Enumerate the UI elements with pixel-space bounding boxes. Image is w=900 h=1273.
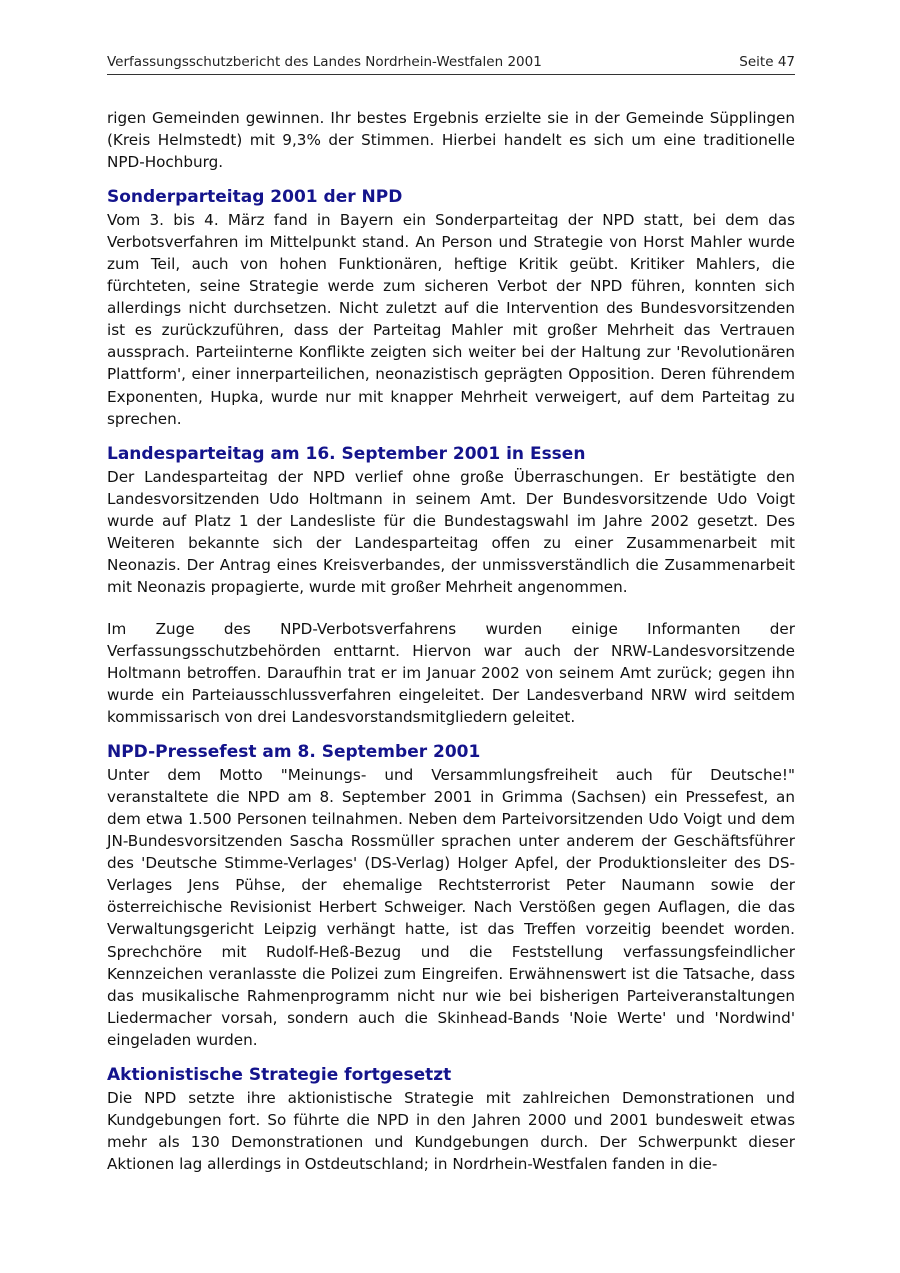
section-heading-aktionistische-strategie: Aktionistische Strategie fortgesetzt (107, 1064, 452, 1085)
page-header (107, 52, 795, 75)
header-title: Verfassungsschutzbericht des Landes Nordrhein-Westfalen 2001 (107, 54, 542, 70)
section-paragraph: Vom 3. bis 4. März fand in Bayern ein Sonderparteitag der NPD statt, bei dem das Verbotsverfahren im Mittelpunkt stand. An Person und Strategie von Horst Mahler wurde zum Teil, auch von hohen Funktionären, heftige Kritik geübt. Kritiker Mahlers, die fürchteten, seine Strategie werde zum sicheren Verbot der NPD führen, konnten sich allerdings nicht durchsetzen. Nicht zuletzt auf die Intervention des Bundesvorsitzenden ist es zurückzuführen, dass der Parteitag Mahler mit großer Mehrheit das Vertrauen aussprach. Parteiinterne Konflikte zeigten sich weiter bei der Haltung zur 'Revolutionären Plattform', einer innerparteilichen, neonazistisch geprägten Opposition. Deren führendem Exponenten, Hupka, wurde nur mit knapper Mehrheit verweigert, auf dem Parteitag zu sprechen. (107, 211, 795, 428)
section-paragraph: Unter dem Motto "Meinungs- und Versammlungsfreiheit auch für Deutsche!" veranstaltete die NPD am 8. September 2001 in Grimma (Sachsen) ein Pressefest, an dem etwa 1.500 Personen teilnahmen. Neben dem Parteivorsitzenden Udo Voigt und dem JN-Bundesvorsitzenden Sascha Rossmüller sprachen unter anderem der Geschäftsführer des 'Deutsche Stimme-Verlages' (DS-Verlag) Holger Apfel, der Produktionsleiter des DS-Verlages Jens Pühse, der ehemalige Rechtsterrorist Peter Naumann sowie der österreichische Revisionist Herbert Schweiger. Nach Verstößen gegen Auflagen, die das Verwaltungsgericht Leipzig verhängt hatte, ist das Treffen vorzeitig beendet worden. Sprechchöre mit Rudolf-Heß-Bezug und die Feststellung verfassungsfeindlicher Kennzeichen veranlasste die Polizei zum Eingreifen. Erwähnenswert ist die Tatsache, dass das musikalische Rahmenprogramm nicht nur wie bei bisherigen Parteiveranstaltungen Liedermacher vorsah, sondern auch die Skinhead-Bands 'Noie Werte' und 'Nordwind' eingeladen wurden. (107, 766, 795, 1049)
section-paragraph: Im Zuge des NPD-Verbotsverfahrens wurden einige Informanten der Verfassungsschutzbehörden enttarnt. Hiervon war auch der NRW-Landesvorsitzende Holtmann betroffen. Daraufhin trat er im Januar 2002 von seinem Amt zurück; gegen ihn wurde ein Parteiausschlussverfahren eingeleitet. Der Landesverband NRW wird seitdem kommissarisch von drei Landesvorstandsmitgliedern geleitet. (107, 619, 795, 727)
section-paragraph: Der Landesparteitag der NPD verlief ohne große Überraschungen. Er bestätigte den Landesvorsitzenden Udo Holtmann in seinem Amt. Der Bundesvorsitzende Udo Voigt wurde auf Platz 1 der Landesliste für die Bundestagswahl im Jahre 2002 gesetzt. Des Weiteren bekannte sich der Landesparteitag offen zu einer Zusammenarbeit mit Neonazis. Der Antrag eines Kreisverbandes, der unmissverständlich die Zusammenarbeit mit Neonazis propagierte, wurde mit großer Mehrheit angenommen. (107, 467, 795, 596)
section-heading-landesparteitag: Landesparteitag am 16. September 2001 in Essen (107, 443, 586, 464)
intro-paragraph: rigen Gemeinden gewinnen. Ihr bestes Ergebnis erzielte sie in der Gemeinde Süpplingen (Kreis Helmstedt) mit 9,3% der Stimmen. Hierbei handelt es sich um eine traditionelle NPD-Hochburg. (107, 109, 795, 172)
section-heading-pressefest: NPD-Pressefest am 8. September 2001 (107, 742, 481, 763)
section-heading-sonderparteitag: Sonderparteitag 2001 der NPD (107, 187, 403, 208)
section-paragraph: Die NPD setzte ihre aktionistische Strategie mit zahlreichen Demonstrationen und Kundgebungen fort. So führte die NPD in den Jahren 2000 und 2001 bundesweit etwas mehr als 130 Demonstrationen und Kundgebungen durch. Der Schwerpunkt dieser Aktionen lag allerdings in Ostdeutschland; in Nordrhein-Westfalen fanden in die- (107, 1088, 795, 1173)
page-number: Seite 47 (739, 54, 795, 70)
document-body (107, 107, 795, 1175)
